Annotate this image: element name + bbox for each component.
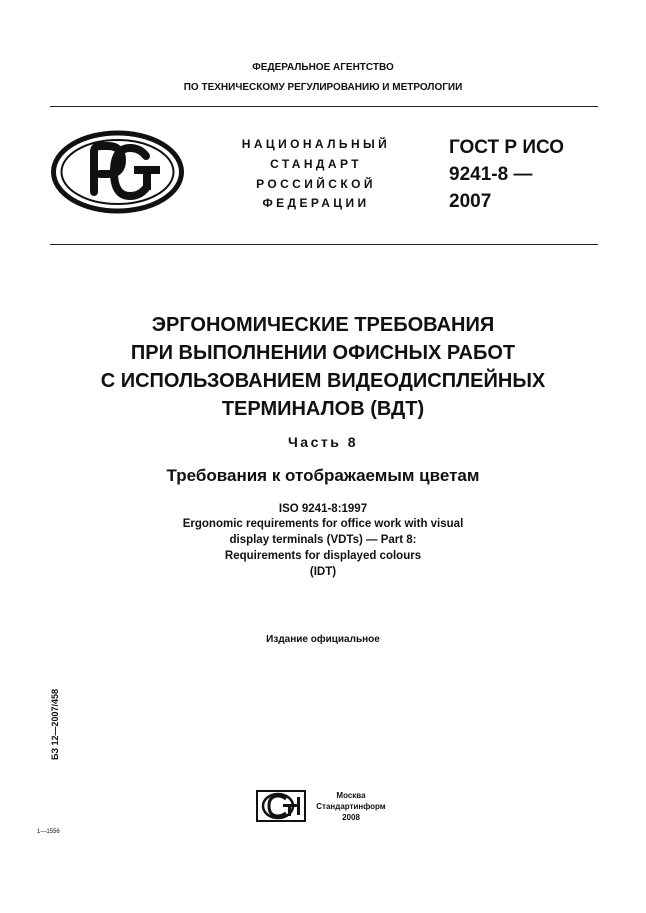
- edition-label: Издание официальное: [266, 634, 380, 645]
- title-line-4: ТЕРМИНАЛОВ (ВДТ): [221, 398, 425, 420]
- gost-designation-line-3: 2007: [449, 191, 492, 212]
- agency-name-line-2: ПО ТЕХНИЧЕСКОМУ РЕГУЛИРОВАНИЮ И МЕТРОЛОГИИ: [183, 82, 463, 93]
- iso-ref-line-2: Ergonomic requirements for office work with visual: [182, 518, 464, 530]
- part-subtitle: Требования к отображаемым цветам: [166, 466, 480, 485]
- national-label-line-4: ФЕДЕРАЦИИ: [262, 196, 370, 210]
- gost-designation-line-1: ГОСТ Р ИСО: [449, 137, 565, 158]
- header-divider: [50, 106, 598, 107]
- title-divider: [50, 244, 598, 245]
- national-label-line-3: РОССИЙСКОЙ: [256, 177, 376, 191]
- rst-logo-icon: [50, 130, 185, 214]
- title-line-3: С ИСПОЛЬЗОВАНИЕМ ВИДЕОДИСПЛЕЙНЫХ: [100, 370, 546, 392]
- iso-ref-line-5: (IDT): [309, 566, 337, 578]
- publisher-city: Москва: [336, 791, 366, 800]
- iso-ref-line-4: Requirements for displayed colours: [224, 550, 422, 562]
- title-line-2: ПРИ ВЫПОЛНЕНИИ ОФИСНЫХ РАБОТ: [130, 342, 516, 364]
- national-label-line-2: СТАНДАРТ: [270, 157, 362, 171]
- title-line-1: ЭРГОНОМИЧЕСКИЕ ТРЕБОВАНИЯ: [151, 314, 495, 336]
- iso-ref-line-3: display terminals (VDTs) — Part 8:: [229, 534, 417, 546]
- part-label: Часть 8: [287, 434, 359, 450]
- agency-name-line-1: ФЕДЕРАЛЬНОЕ АГЕНТСТВО: [252, 62, 394, 73]
- publisher-year: 2008: [342, 813, 360, 822]
- publisher-name: Стандартинформ: [316, 802, 386, 811]
- side-code-text: БЗ 12—2007/458: [50, 688, 60, 760]
- print-order-number: 1—1556: [37, 829, 60, 835]
- publisher-logo-icon: [256, 790, 306, 822]
- iso-ref-line-1: ISO 9241-8:1997: [278, 503, 368, 515]
- gost-designation-line-2: 9241-8 —: [449, 164, 533, 185]
- national-label-line-1: НАЦИОНАЛЬНЫЙ: [241, 137, 391, 151]
